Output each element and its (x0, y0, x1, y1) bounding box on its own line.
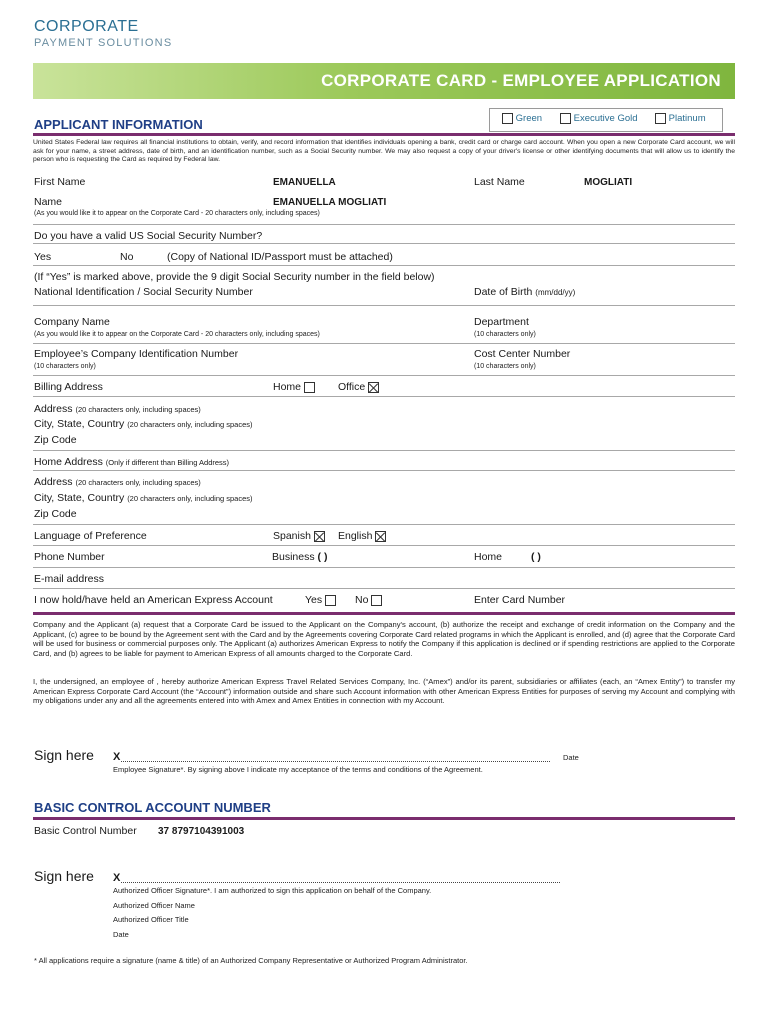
national-id-label: National Identification / Social Security Number (34, 286, 253, 298)
name-label: Name (34, 196, 63, 208)
employee-signature-line[interactable] (121, 761, 550, 762)
row-divider (33, 343, 735, 344)
officer-title-label: Authorized Officer Title (113, 915, 189, 924)
last-name-label: Last Name (474, 176, 525, 188)
home-address-line-label: Address (20 characters only, including spaces) (34, 476, 201, 488)
row-divider (33, 588, 735, 589)
officer-signature-caption: Authorized Officer Signature*. I am authorized to sign this application on behalf of the Company. (113, 886, 432, 895)
officer-sign-here: Sign here (34, 868, 94, 884)
employee-id-note: (10 characters only) (34, 363, 96, 370)
officer-signature-line[interactable] (121, 882, 560, 883)
row-divider (33, 305, 735, 306)
row-divider (33, 243, 735, 244)
control-section-title: BASIC CONTROL ACCOUNT NUMBER (34, 800, 271, 815)
card-number-label: Enter Card Number (474, 594, 566, 606)
basic-control-value[interactable]: 37 8797104391003 (158, 826, 245, 837)
language-label: Language of Preference (34, 530, 147, 542)
home-city-label: City, State, Country (20 characters only, including spaces) (34, 492, 253, 504)
green-checkbox[interactable] (502, 113, 513, 124)
officer-name-label: Authorized Officer Name (113, 901, 195, 910)
cost-center-label: Cost Center Number (474, 348, 571, 360)
dob-label: Date of Birth (mm/dd/yy) (474, 286, 576, 298)
employee-id-label: Employee’s Company Identification Number (34, 348, 239, 360)
row-divider (33, 450, 735, 451)
amex-no-checkbox[interactable] (371, 595, 382, 606)
home-phone-parens[interactable]: ( ) (531, 551, 541, 563)
platinum-label: Platinum (668, 113, 706, 125)
executive-gold-label: Executive Gold (573, 113, 638, 125)
spanish-option[interactable]: Spanish (273, 530, 325, 542)
amex-yes-option[interactable]: Yes (305, 594, 336, 606)
card-option-platinum[interactable] (655, 113, 706, 124)
first-name-label: First Name (34, 176, 86, 188)
english-option[interactable]: English (338, 530, 386, 542)
federal-law-notice: United States Federal law requires all financial institutions to obtain, verify, and record information that identifies individuals opening a bank, credit card or charge card account. When you open a new Corporate Card account, we will ask for your name, a street address, date of birth, and an identification number, such as a Social Security number. We may also request a copy of your driver's license or other identifying documents that will allow us to identify the person who is requesting the Card as required by Federal law. (33, 139, 735, 163)
section-divider (33, 817, 735, 820)
row-divider (33, 524, 735, 525)
billing-city-label: City, State, Country (20 characters only, including spaces) (34, 418, 253, 430)
billing-zip-label: Zip Code (34, 434, 77, 446)
billing-home-checkbox[interactable] (304, 382, 315, 393)
row-divider (33, 470, 735, 471)
company-logo-subtext: PAYMENT SOLUTIONS (34, 37, 173, 49)
billing-home-option[interactable]: Home (273, 381, 315, 393)
employee-signature-caption: Employee Signature*. By signing above I indicate my acceptance of the terms and conditions of the Agreement. (113, 765, 483, 774)
department-note: (10 characters only) (474, 331, 536, 338)
footnote: * All applications require a signature (name & title) of an Authorized Company Representative or Authorized Program Administrator. (34, 956, 468, 965)
english-checkbox[interactable] (375, 531, 386, 542)
business-phone-label: Business ( ) (272, 551, 328, 563)
company-logo-text: CORPORATE (34, 18, 139, 35)
title-banner (33, 63, 735, 99)
green-label: Green (515, 113, 543, 125)
billing-address-label: Billing Address (34, 381, 103, 393)
billing-office-checkbox[interactable] (368, 382, 379, 393)
employee-date-label: Date (563, 753, 579, 762)
officer-date-label: Date (113, 930, 129, 939)
home-address-label: Home Address (Only if different than Billing Address) (34, 456, 230, 468)
section-divider (33, 133, 735, 136)
form-title: CORPORATE CARD - EMPLOYEE APPLICATION (321, 71, 721, 90)
billing-office-option[interactable]: Office (338, 381, 379, 393)
ssn-instruction: (If “Yes” is marked above, provide the 9 digit Social Security number in the field below) (34, 271, 435, 283)
row-divider (33, 567, 735, 568)
platinum-checkbox[interactable] (655, 113, 666, 124)
applicant-section-title: APPLICANT INFORMATION (34, 117, 203, 132)
agreement-paragraph-2: I, the undersigned, an employee of , hereby authorize American Express Travel Related Services Company, Inc. (“Amex”) and/or its parent, subsidiaries or affiliates (each, an “Amex Entity”) to transfer my American Express Corporate Card Account (the “Account”) information outside and share such Account information with other American Express Entities for purposes of serving my Account and complying with my obligations under any and all the agreements entered into with Amex and Amex Entities in connection with my Account. (33, 677, 735, 706)
employee-sign-here: Sign here (34, 747, 94, 763)
name-on-card-value[interactable]: EMANUELLA MOGLIATI (273, 197, 387, 208)
card-type-selector (489, 108, 723, 132)
row-divider (33, 545, 735, 546)
billing-address-line-label: Address (20 characters only, including spaces) (34, 403, 201, 415)
name-note: (As you would like it to appear on the Corporate Card - 20 characters only, including spaces) (34, 210, 320, 217)
row-divider (33, 265, 735, 266)
home-phone-label: Home (474, 551, 503, 563)
company-name-note: (As you would like it to appear on the Corporate Card - 20 characters only, including spaces) (34, 331, 320, 338)
executive-gold-checkbox[interactable] (560, 113, 571, 124)
basic-control-label: Basic Control Number (34, 825, 137, 837)
amex-no-option[interactable]: No (355, 594, 382, 606)
ssn-question: Do you have a valid US Social Security Number? (34, 230, 263, 242)
section-divider (33, 612, 735, 615)
card-option-executive-gold[interactable] (560, 113, 638, 124)
last-name-value[interactable]: MOGLIATI (584, 177, 633, 188)
passport-note: (Copy of National ID/Passport must be attached) (167, 251, 393, 263)
amex-yes-checkbox[interactable] (325, 595, 336, 606)
employee-signature-x: X (113, 751, 121, 763)
home-zip-label: Zip Code (34, 508, 77, 520)
agreement-paragraph-1: Company and the Applicant (a) request that a Corporate Card be issued to the Applicant on the Company's account, (b) authorize the receipt and exchange of credit information on the Company and the Applicant, (c) agree to be bound by the Agreement sent with the Card and by the Agreements covering Corporate Card related programs in which the Applicant is enrolled, and (d) agree that the Corporate Card will be used for business or commercial purposes only. The Applicant (a) authorizes American Express to notify the Company if this application is declined or if spending restrictions are applied to the Corporate Card, and (b) agrees to be liable for payment to American Express of all amounts charged to the Corporate Card. (33, 620, 735, 658)
email-label: E-mail address (34, 573, 105, 585)
row-divider (33, 224, 735, 225)
amex-question: I now hold/have held an American Express Account (34, 594, 273, 606)
ssn-no-label[interactable]: No (120, 251, 134, 263)
phone-label: Phone Number (34, 551, 105, 563)
officer-signature-x: X (113, 872, 121, 884)
spanish-checkbox[interactable] (314, 531, 325, 542)
ssn-yes-label[interactable]: Yes (34, 251, 52, 263)
company-name-label: Company Name (34, 316, 110, 328)
row-divider (33, 375, 735, 376)
card-option-green[interactable] (502, 113, 542, 124)
cost-center-note: (10 characters only) (474, 363, 536, 370)
row-divider (33, 396, 735, 397)
first-name-value[interactable]: EMANUELLA (273, 177, 336, 188)
department-label: Department (474, 316, 529, 328)
